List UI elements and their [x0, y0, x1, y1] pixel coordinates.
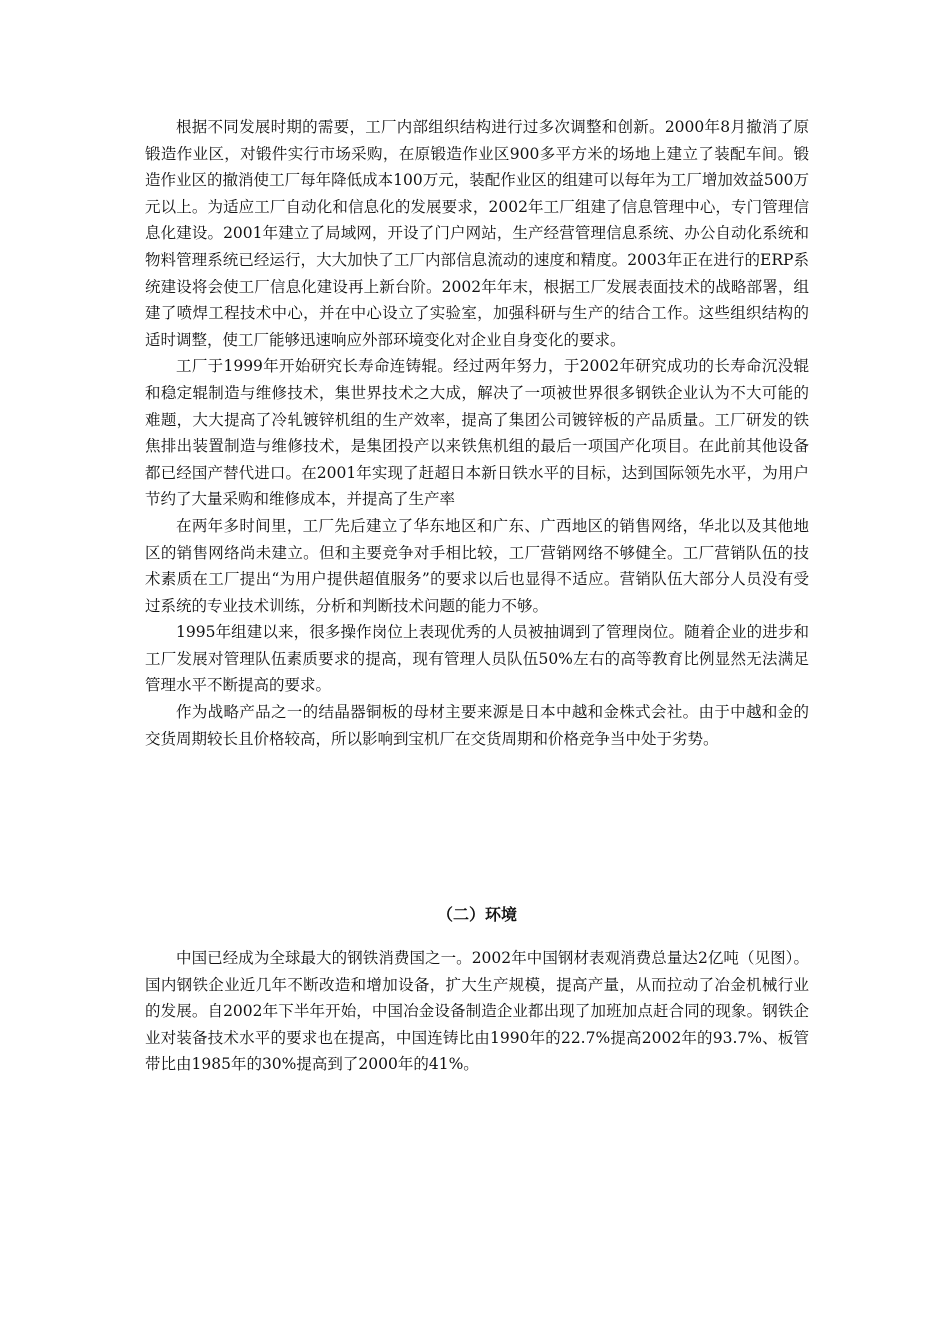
- body-text-bottom: [145, 945, 809, 1078]
- paragraph-roller-research: 工厂于1999年开始研究长寿命连铸辊。经过两年努力，于2002年研究成功的长寿命沉没辊和稳定辊制造与维修技术，集世界技术之大成，解决了一项被世界很多钢铁企业认为不大可能的难题，大大提高了冷轧镀锌机组的生产效率，提高了集团公司镀锌板的产品质量。工厂研发的铁焦排出装置制造与维修技术，是集团投产以来铁焦机组的最后一项国产化项目。在此前其他设备都已经国产替代进口。在2001年实现了赶超日本新日铁水平的目标，达到国际领先水平，为用户节约了大量采购和维修成本，并提高了生产率: [145, 357, 809, 509]
- paragraph-sales-network: 在两年多时间里，工厂先后建立了华东地区和广东、广西地区的销售网络，华北以及其他地区的销售网络尚未建立。但和主要竞争对手相比较，工厂营销网络不够健全。工厂营销队伍的技术素质在工厂提出“为用户提供超值服务”的要求以后也显得不适应。营销队伍大部分人员没有受过系统的专业技术训练，分析和判断技术问题的能力不够。: [145, 516, 809, 615]
- paragraph-org-restructuring: 根据不同发展时期的需要，工厂内部组织结构进行过多次调整和创新。2000年8月撤消了原锻造作业区，对锻件实行市场采购，在原锻造作业区900多平方米的场地上建立了装配车间。锻造作业区的撤消使工厂每年降低成本100万元，装配作业区的组建可以每年为工厂增加效益500万元以上。为适应工厂自动化和信息化的发展要求，2002年工厂组建了信息管理中心，专门管理信息化建设。2001年建立了局域网，开设了门户网站，生产经营管理信息系统、办公自动化系统和物料管理系统已经运行，大大加快了工厂内部信息流动的速度和精度。2003年正在进行的ERP系统建设将会使工厂信息化建设再上新台阶。2002年年末，根据工厂发展表面技术的战略部署，组建了喷焊工程技术中心，并在中心设立了实验室，加强科研与生产的结合工作。这些组织结构的适时调整，使工厂能够迅速响应外部环境变化对企业自身变化的要求。: [145, 118, 809, 349]
- paragraph-steel-consumption: 中国已经成为全球最大的钢铁消费国之一。2002年中国钢材表观消费总量达2亿吨（见图）。国内钢铁企业近几年不断改造和增加设备，扩大生产规模，提高产量，从而拉动了冶金机械行业的发展。自2002年下半年开始，中国冶金设备制造企业都出现了加班加点赶合同的现象。钢铁企业对装备技术水平的要求也在提高，中国连铸比由1990年的22.7%提高2002年的93.7%、板管带比由1985年的30%提高到了2000年的41%。: [145, 949, 809, 1074]
- paragraph-copper-plate-supply: 作为战略产品之一的结晶器铜板的母材主要来源是日本中越和金株式会社。由于中越和金的交货周期较长且价格较高，所以影响到宝机厂在交货周期和价格竞争当中处于劣势。: [145, 703, 809, 748]
- paragraph-management-team: 1995年组建以来，很多操作岗位上表现优秀的人员被抽调到了管理岗位。随着企业的进步和工厂发展对管理队伍素质要求的提高，现有管理人员队伍50%左右的高等教育比例显然无法满足管理水平不断提高的要求。: [145, 623, 809, 695]
- body-text-top: [145, 114, 809, 752]
- section-heading-environment: （二）环境: [436, 905, 517, 924]
